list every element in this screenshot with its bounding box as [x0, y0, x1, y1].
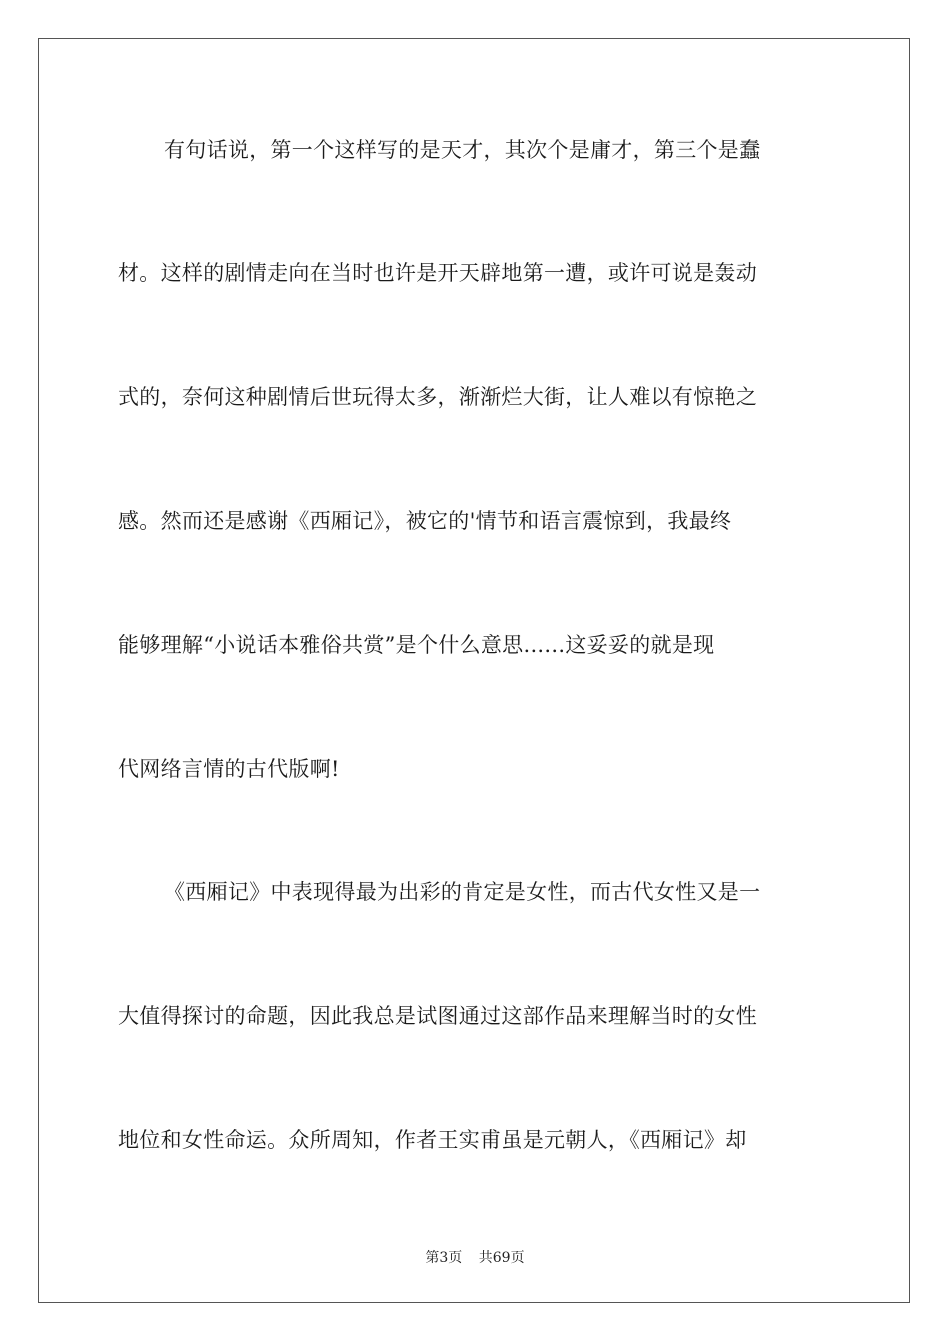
paragraph-1-line-4: 感。然而还是感谢《西厢记》，被它的'情节和语言震惊到，我最终	[118, 509, 732, 533]
paragraph-1-line-6: 代网络言情的古代版啊!	[118, 757, 340, 781]
paragraph-1-line-3: 式的，奈何这种剧情后世玩得太多，渐渐烂大街，让人难以有惊艳之	[118, 385, 757, 409]
page-total: 共69页	[478, 1250, 525, 1266]
page-footer	[0, 1247, 950, 1267]
paragraph-1-line-5: 能够理解“小说话本雅俗共赏”是个什么意思......这妥妥的就是现	[118, 633, 715, 657]
paragraph-2-line-2: 大值得探讨的命题，因此我总是试图通过这部作品来理解当时的女性	[118, 1004, 757, 1028]
paragraph-2-line-1: 《西厢记》中表现得最为出彩的肯定是女性，而古代女性又是一	[164, 880, 761, 904]
paragraph-1-line-1: 有句话说，第一个这样写的是天才，其次个是庸才，第三个是蠢	[164, 138, 761, 162]
page-border	[38, 38, 910, 1303]
paragraph-1-line-2: 材。这样的剧情走向在当时也许是开天辟地第一遭，或许可说是轰动	[118, 261, 757, 285]
page-number: 第3页	[425, 1250, 463, 1266]
paragraph-2-line-3: 地位和女性命运。众所周知，作者王实甫虽是元朝人，《西厢记》却	[118, 1128, 747, 1152]
